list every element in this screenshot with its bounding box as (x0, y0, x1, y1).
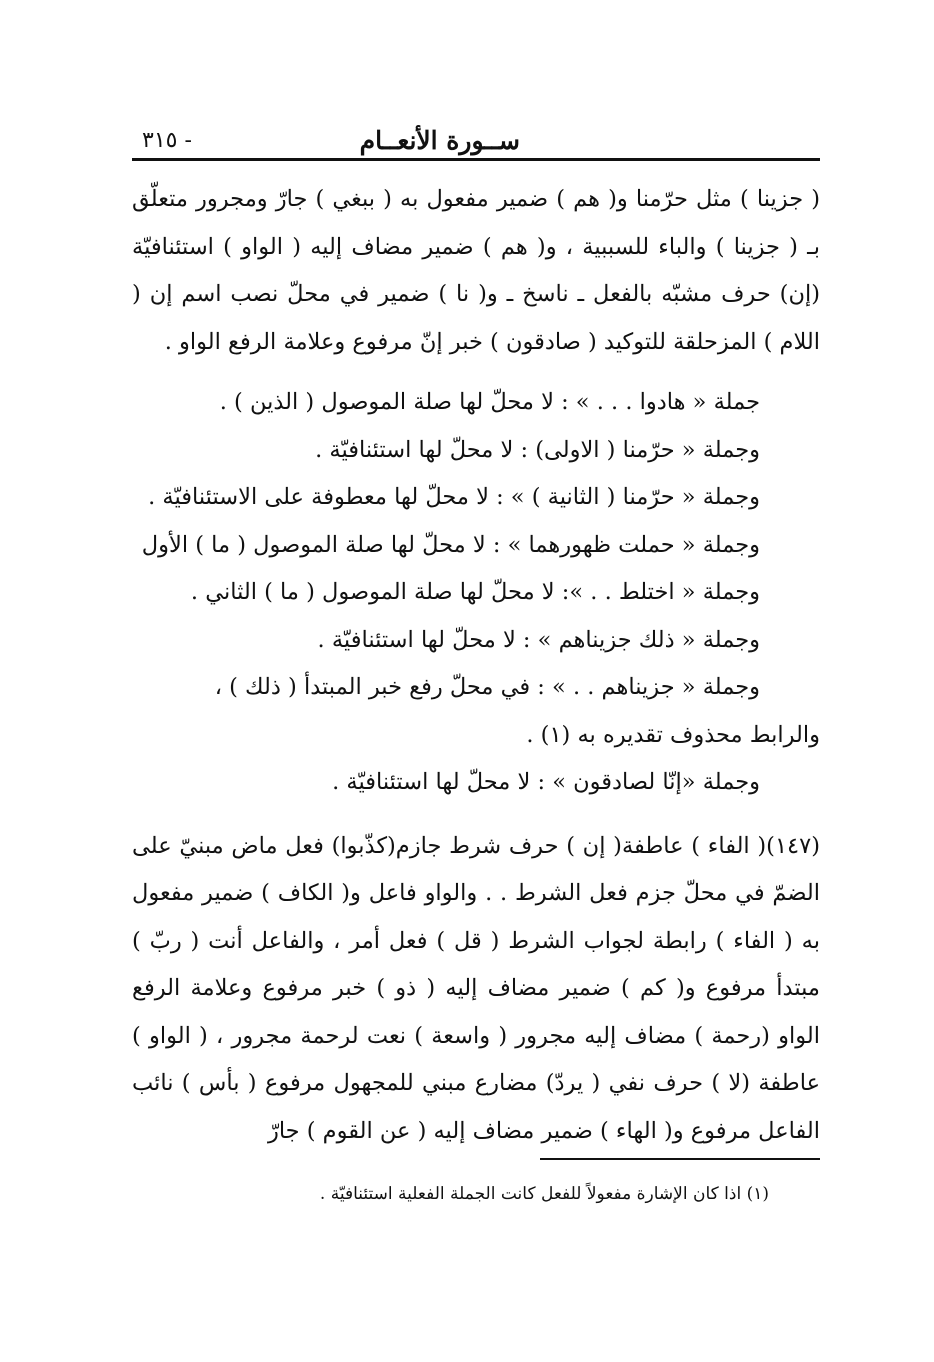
list-item: وجملة « ذلك جزيناهم » : لا محلّ لها استئنافيّة . (317, 626, 760, 653)
footnote-divider (540, 1158, 820, 1160)
header-divider (132, 158, 820, 161)
list-item: وجملة « حملت ظهورهما » : لا محلّ لها صلة الموصول ( ما ) الأول (141, 531, 760, 558)
list-item-continuation: والرابط محذوف تقديره به (١) . (526, 721, 820, 748)
paragraph-verse-147: (١٤٧)( الفاء ) عاطفة( إن ) حرف شرط جازم(كذّبوا) فعل ماض مبنيّ على الضمّ في محلّ جزم فعل الشرط . . والواو فاعل و( الكاف ) ضمير مفعول به ( الفاء ) رابطة لجواب الشرط ( قل ) فعل أمر ، والفاعل أنت ( ربّ ) مبتدأ مرفوع و( كم ) ضمير مضاف إليه ( ذو ) خبر مرفوع وعلامة الرفع الواو (رحمة ) مضاف إليه مجرور ( واسعة ) نعت لرحمة مجرور ، ( الواو ) عاطفة (لا ) حرف نفي ( يردّ) مضارع مبني للمجهول مرفوع ( بأس ) نائب الفاعل مرفوع و( الهاء ) ضمير مضاف إليه ( عن القوم ) جارّ (132, 832, 820, 1144)
paragraph-grammar-1: ( جزينا ) مثل حرّمنا و( هم ) ضمير مفعول به ( ببغي ) جارّ ومجرور متعلّق بـ ( جزينا ) والباء للسببية ، و( هم ) ضمير مضاف إليه ( الواو ) استئنافيّة (إن) حرف مشبّه بالفعل ـ ناسخ ـ و( نا ) ضمير في محلّ نصب اسم إن ( اللام ) المزحلقة للتوكيد ( صادقون ) خبر إنّ مرفوع وعلامة الرفع الواو . (132, 186, 820, 355)
list-item: جملة « هادوا . . . » : لا محلّ لها صلة الموصول ( الذين ) . (219, 389, 760, 415)
list-item: وجملة « اختلط . . »: لا محلّ لها صلة الموصول ( ما ) الثاني . (190, 579, 760, 605)
footnote: (١) اذا كان الإشارة مفعولاً للفعل كانت الجملة الفعلية استئنافيّة . (319, 1184, 769, 1204)
main-text (132, 176, 820, 1155)
list-item: وجملة « حرّمنا ( الثانية ) » : لا محلّ لها معطوفة على الاستئنافيّة . (148, 484, 760, 510)
list-item: وجملة « حرّمنا ( الاولى) : لا محلّ لها استئنافيّة . (315, 436, 760, 463)
list-item: وجملة «إنّا لصادقون » : لا محلّ لها استئنافيّة . (332, 769, 760, 795)
page-header (132, 122, 820, 162)
page-number: - ٣١٥ (142, 128, 192, 153)
list-item: وجملة « جزيناهم . . » : في محلّ رفع خبر المبتدأ ( ذلك ) ، (214, 674, 760, 700)
surah-title: ســورة الأنعــام (359, 126, 520, 155)
